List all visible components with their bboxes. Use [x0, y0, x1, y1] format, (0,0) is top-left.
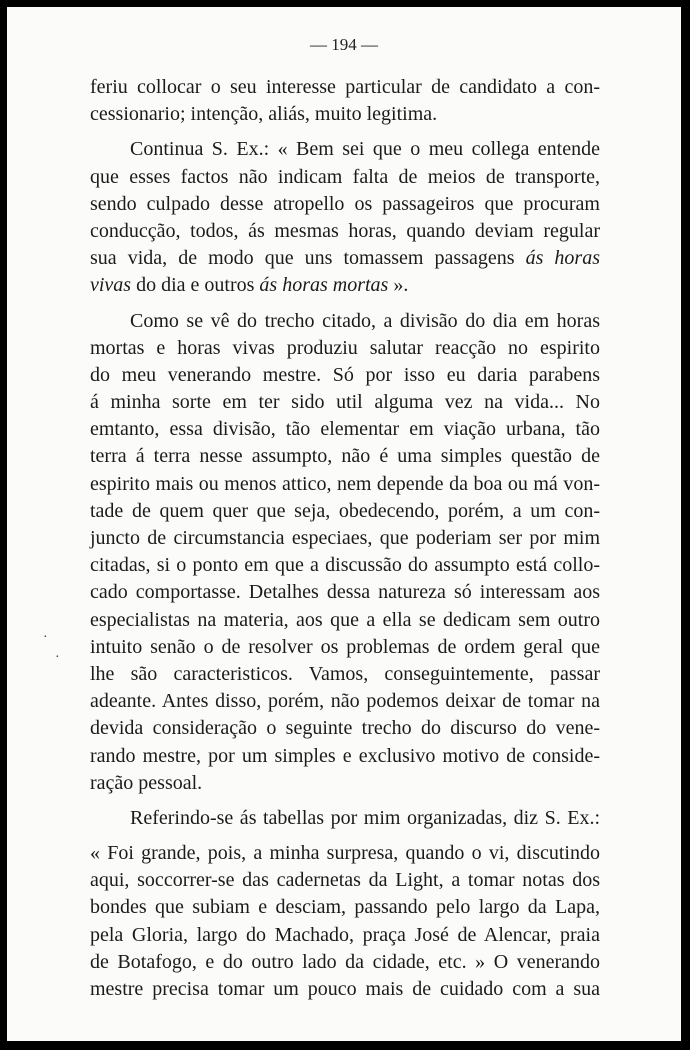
text-line: Referindo-se ás tabellas por mim organizadas, diz S. Ex.:	[130, 806, 600, 829]
text-line: mestre precisa tomar um pouco mais de cuidado com a sua	[90, 978, 600, 1000]
text-line: terra á terra nesse assumpto, não é uma simples questão de	[90, 445, 600, 468]
text-line: conducção, todos, ás mesmas horas, quando deviam regular	[90, 219, 600, 242]
text-line: sendo culpado desse atropello os passageiros que procuram	[90, 192, 600, 215]
text-line: Como se vê do trecho citado, a divisão do dia em horas	[130, 309, 600, 332]
text-segment: ».	[393, 274, 409, 297]
text-line: mortas e horas vivas produziu salutar reacção no espirito	[90, 336, 600, 359]
body-text	[90, 74, 600, 1003]
margin-speck: ·	[55, 650, 60, 665]
text-line: cessionario; intenção, aliás, muito legitima.	[90, 103, 438, 126]
text-line: rando mestre, por um simples e exclusivo motivo de conside-	[90, 744, 600, 767]
text-segment: do dia e outros	[136, 274, 255, 297]
text-line: especialistas na materia, aos que a ella se dedicam sem outro	[90, 608, 600, 631]
text-line: do meu venerando mestre. Só por isso eu daria parabens	[90, 363, 600, 386]
text-line: « Foi grande, pois, a minha surpresa, quando o vi, discutindo	[90, 842, 600, 865]
margin-speck: ·	[43, 630, 48, 645]
text-line: Continua S. Ex.: « Bem sei que o meu collega entende	[130, 138, 600, 161]
text-line: lhe são caracteristicos. Vamos, conseguintemente, passar	[90, 662, 600, 685]
text-line: emtanto, essa divisão, tão elementar em viação urbana, tão	[90, 418, 600, 441]
text-line: tade de quem quer que seja, obedecendo, porém, a um con-	[90, 499, 600, 522]
text-line: cado comportasse. Detalhes dessa natureza só interessam aos	[90, 581, 600, 604]
italic-segment: ás horas	[525, 247, 600, 270]
text-line: pela Gloria, largo do Machado, praça José de Alencar, praia	[90, 923, 600, 946]
text-line: bondes que subiam e desciam, passando pelo largo da Lapa,	[90, 896, 600, 919]
text-line: feriu collocar o seu interesse particular de candidato a con-	[90, 76, 600, 98]
text-line: de Botafogo, e do outro lado da cidade, etc. » O venerando	[90, 950, 600, 973]
page-number: — 194 —	[310, 35, 378, 54]
text-line: aqui, soccorrer-se das cadernetas da Light, a tomar notas dos	[90, 869, 600, 892]
text-line	[90, 245, 600, 272]
text-line: espirito mais ou menos attico, nem depende da boa ou má von-	[90, 472, 600, 495]
text-line: juncto de circumstancia especiaes, que poderiam ser por mim	[90, 527, 600, 549]
italic-segment: ás horas mortas	[259, 274, 389, 297]
text-line	[90, 272, 600, 299]
text-segment: sua vida, de modo que uns tomassem passagens	[90, 247, 515, 270]
text-line: ração pessoal.	[90, 771, 203, 794]
text-line: adeante. Antes disso, porém, não podemos deixar de tomar na	[90, 690, 600, 713]
book-page	[7, 7, 681, 1041]
text-line: intuito senão o de resolver os problemas de ordem geral que	[90, 635, 600, 658]
text-line: citadas, si o ponto em que a discussão do assumpto está collo-	[90, 554, 600, 577]
text-line: á minha sorte em ter sido util alguma vez na vida... No	[90, 391, 600, 414]
text-line: devida consideração o seguinte trecho do discurso do vene-	[90, 717, 600, 740]
text-line: que esses factos não indicam falta de meios de transporte,	[90, 165, 600, 188]
italic-segment: vivas	[90, 274, 132, 297]
